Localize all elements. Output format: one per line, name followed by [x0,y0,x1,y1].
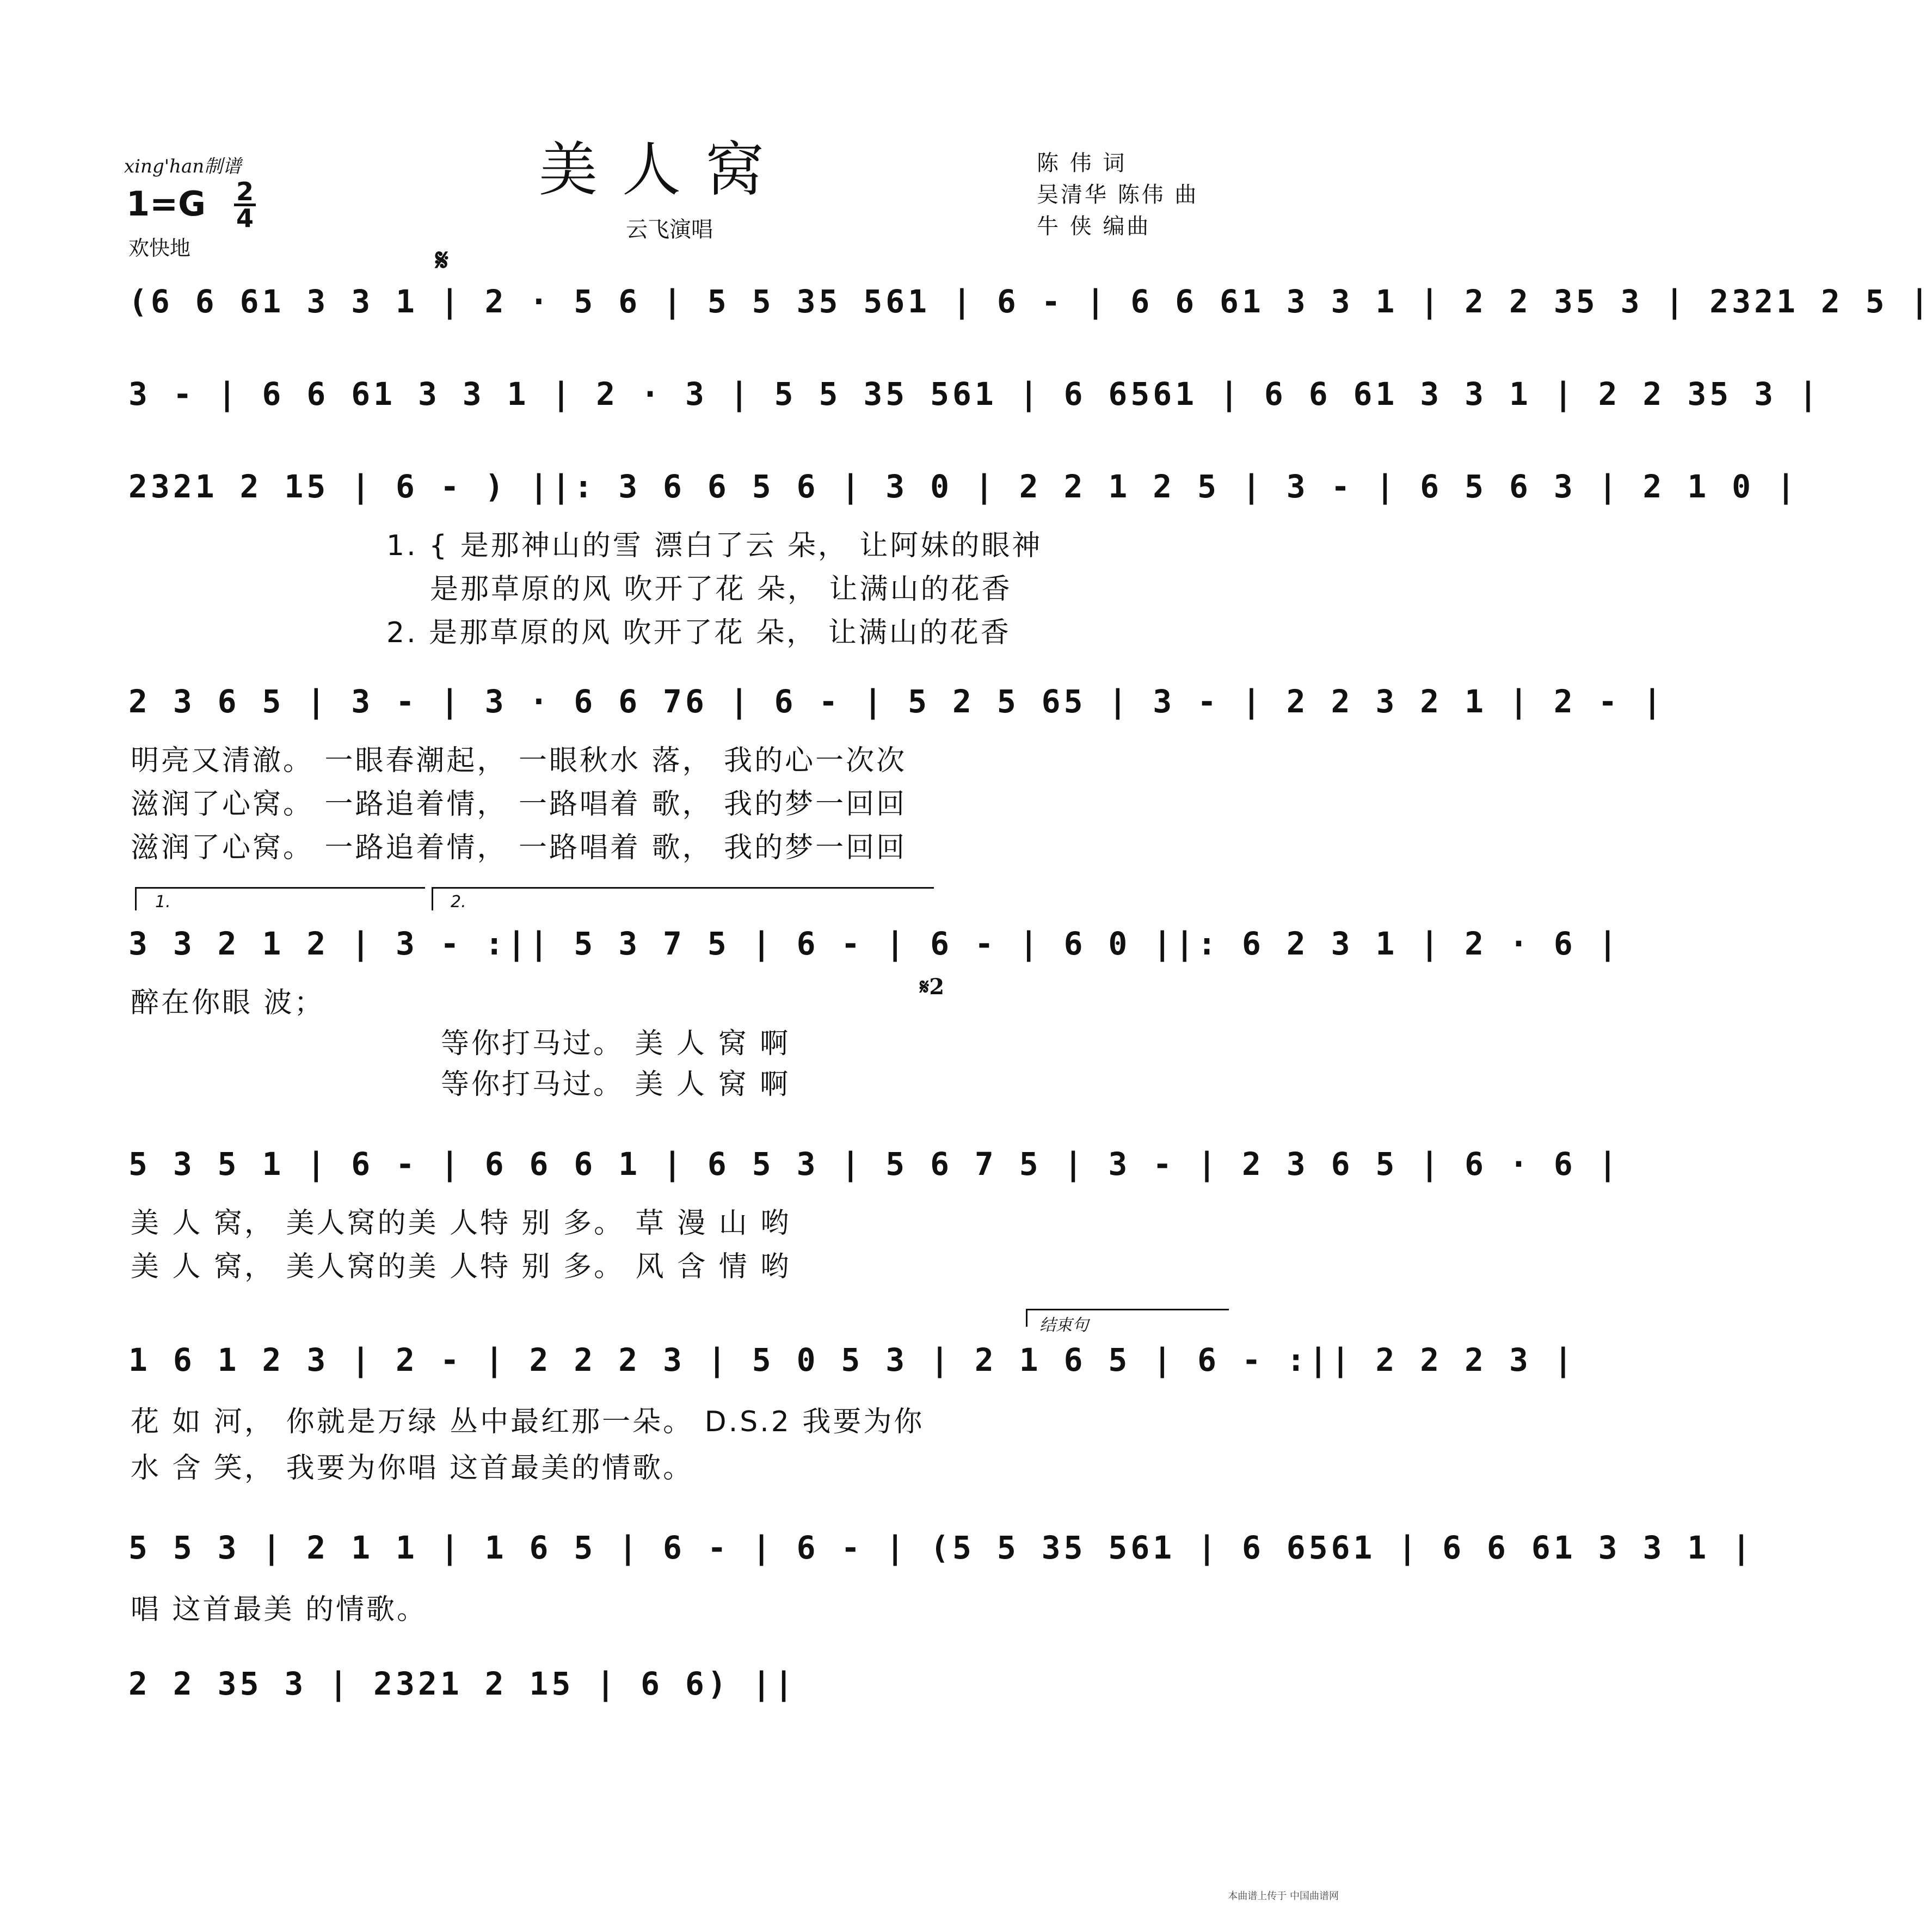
lyric-row-5-line-2: 等你打马过。 美 人 窝 啊 [441,1027,791,1060]
lyric-row-7-line-1: 花 如 河， 你就是万绿 丛中最红那一朵。 D.S.2 我要为你 [131,1406,925,1438]
lyric-row-5-line-1: 醉在你眼 波； [131,987,325,1019]
volta-2-label: 2. [451,892,466,912]
score-row-4: 2 3 6 5 | 3 - | 3 · 6 6 76 | 6 - | 5 2 5 65 | 3 - | 2 2 3 2 1 | 2 - | [128,683,1665,720]
lyric-row-4-line-2: 滋润了心窝。 一路追着情， 一路唱着 歌， 我的梦一回回 [131,788,907,821]
volta-1-label: 1. [155,892,171,912]
credit-arranger: 牛 侠 编曲 [1037,214,1151,239]
lyric-row-4-line-1: 明亮又清澈。 一眼春潮起， 一眼秋水 落， 我的心一次次 [131,744,907,777]
lyric-row-8-line-1: 唱 这首最美 的情歌。 [131,1593,428,1626]
lyric-row-3-line-2: 是那草原的风 吹开了花 朵， 让满山的花香 [430,573,1012,606]
segno-sign: 𝄋 [435,242,449,278]
lyric-row-6-line-2: 美 人 窝， 美人窝的美 人特 别 多。 风 含 情 哟 [131,1251,791,1283]
score-row-8: 5 5 3 | 2 1 1 | 1 6 5 | 6 - | 6 - | (5 5 35 561 | 6 6561 | 6 6 61 3 3 1 | [128,1529,1755,1566]
song-title: 美人窝 [539,136,789,204]
performer: 云飞演唱 [626,217,713,242]
credit-composer: 吴清华 陈伟 曲 [1037,182,1199,207]
score-row-2: 3 - | 6 6 61 3 3 1 | 2 · 3 | 5 5 35 561 | 6 6561 | 6 6 61 3 3 1 | 2 2 35 3 | [128,375,1821,412]
footer-watermark: 本曲谱上传于 中国曲谱网 [1228,1890,1339,1902]
lyric-row-6-line-1: 美 人 窝， 美人窝的美 人特 别 多。 草 漫 山 哟 [131,1207,791,1240]
score-row-6: 5 3 5 1 | 6 - | 6 6 6 1 | 6 5 3 | 5 6 7 5 | 3 - | 2 3 6 5 | 6 · 6 | [128,1146,1621,1183]
credit-lyricist: 陈 伟 词 [1037,151,1127,176]
tempo-marking: 欢快地 [128,236,191,260]
lyric-row-3-line-3: 2. 是那草原的风 吹开了花 朵， 让满山的花香 [386,617,1011,649]
score-row-7: 1 6 1 2 3 | 2 - | 2 2 2 3 | 5 0 5 3 | 2 1 6 5 | 6 - :|| 2 2 2 3 | [128,1341,1576,1378]
ending-label: 结束句 [1039,1316,1088,1335]
lyric-row-7-line-2: 水 含 笑， 我要为你唱 这首最美的情歌。 [131,1452,694,1485]
lyric-row-4-line-3: 滋润了心窝。 一路追着情， 一路唱着 歌， 我的梦一回回 [131,832,907,864]
time-bottom: 4 [236,204,254,233]
volta-2-bracket [432,887,934,910]
lyric-row-3-line-1: 1. { 是那神山的雪 漂白了云 朵， 让阿妹的眼神 [386,529,1043,562]
time-top: 2 [236,177,254,206]
score-row-3: 2321 2 15 | 6 - ) ||: 3 6 6 5 6 | 3 0 | 2 2 1 2 5 | 3 - | 6 5 6 3 | 2 1 0 | [128,468,1799,505]
key-signature: 1=G [126,184,206,224]
arranger-credit: xing'han制谱 [124,156,242,177]
time-signature [234,177,256,233]
lyric-row-5-line-3: 等你打马过。 美 人 窝 啊 [441,1068,791,1101]
volta-1-bracket [135,887,425,910]
score-row-5: 3 3 2 1 2 | 3 - :|| 5 3 7 5 | 6 - | 6 - | 6 0 ||: 6 2 3 1 | 2 · 6 | [128,925,1621,962]
score-row-9: 2 2 35 3 | 2321 2 15 | 6 6) || [128,1665,797,1702]
segno2-sign: 𝄋2 [920,974,945,1000]
score-row-1: (6 6 61 3 3 1 | 2 · 5 6 | 5 5 35 561 | 6 - | 6 6 61 3 3 1 | 2 2 35 3 | 2321 2 5 | [128,283,1932,320]
